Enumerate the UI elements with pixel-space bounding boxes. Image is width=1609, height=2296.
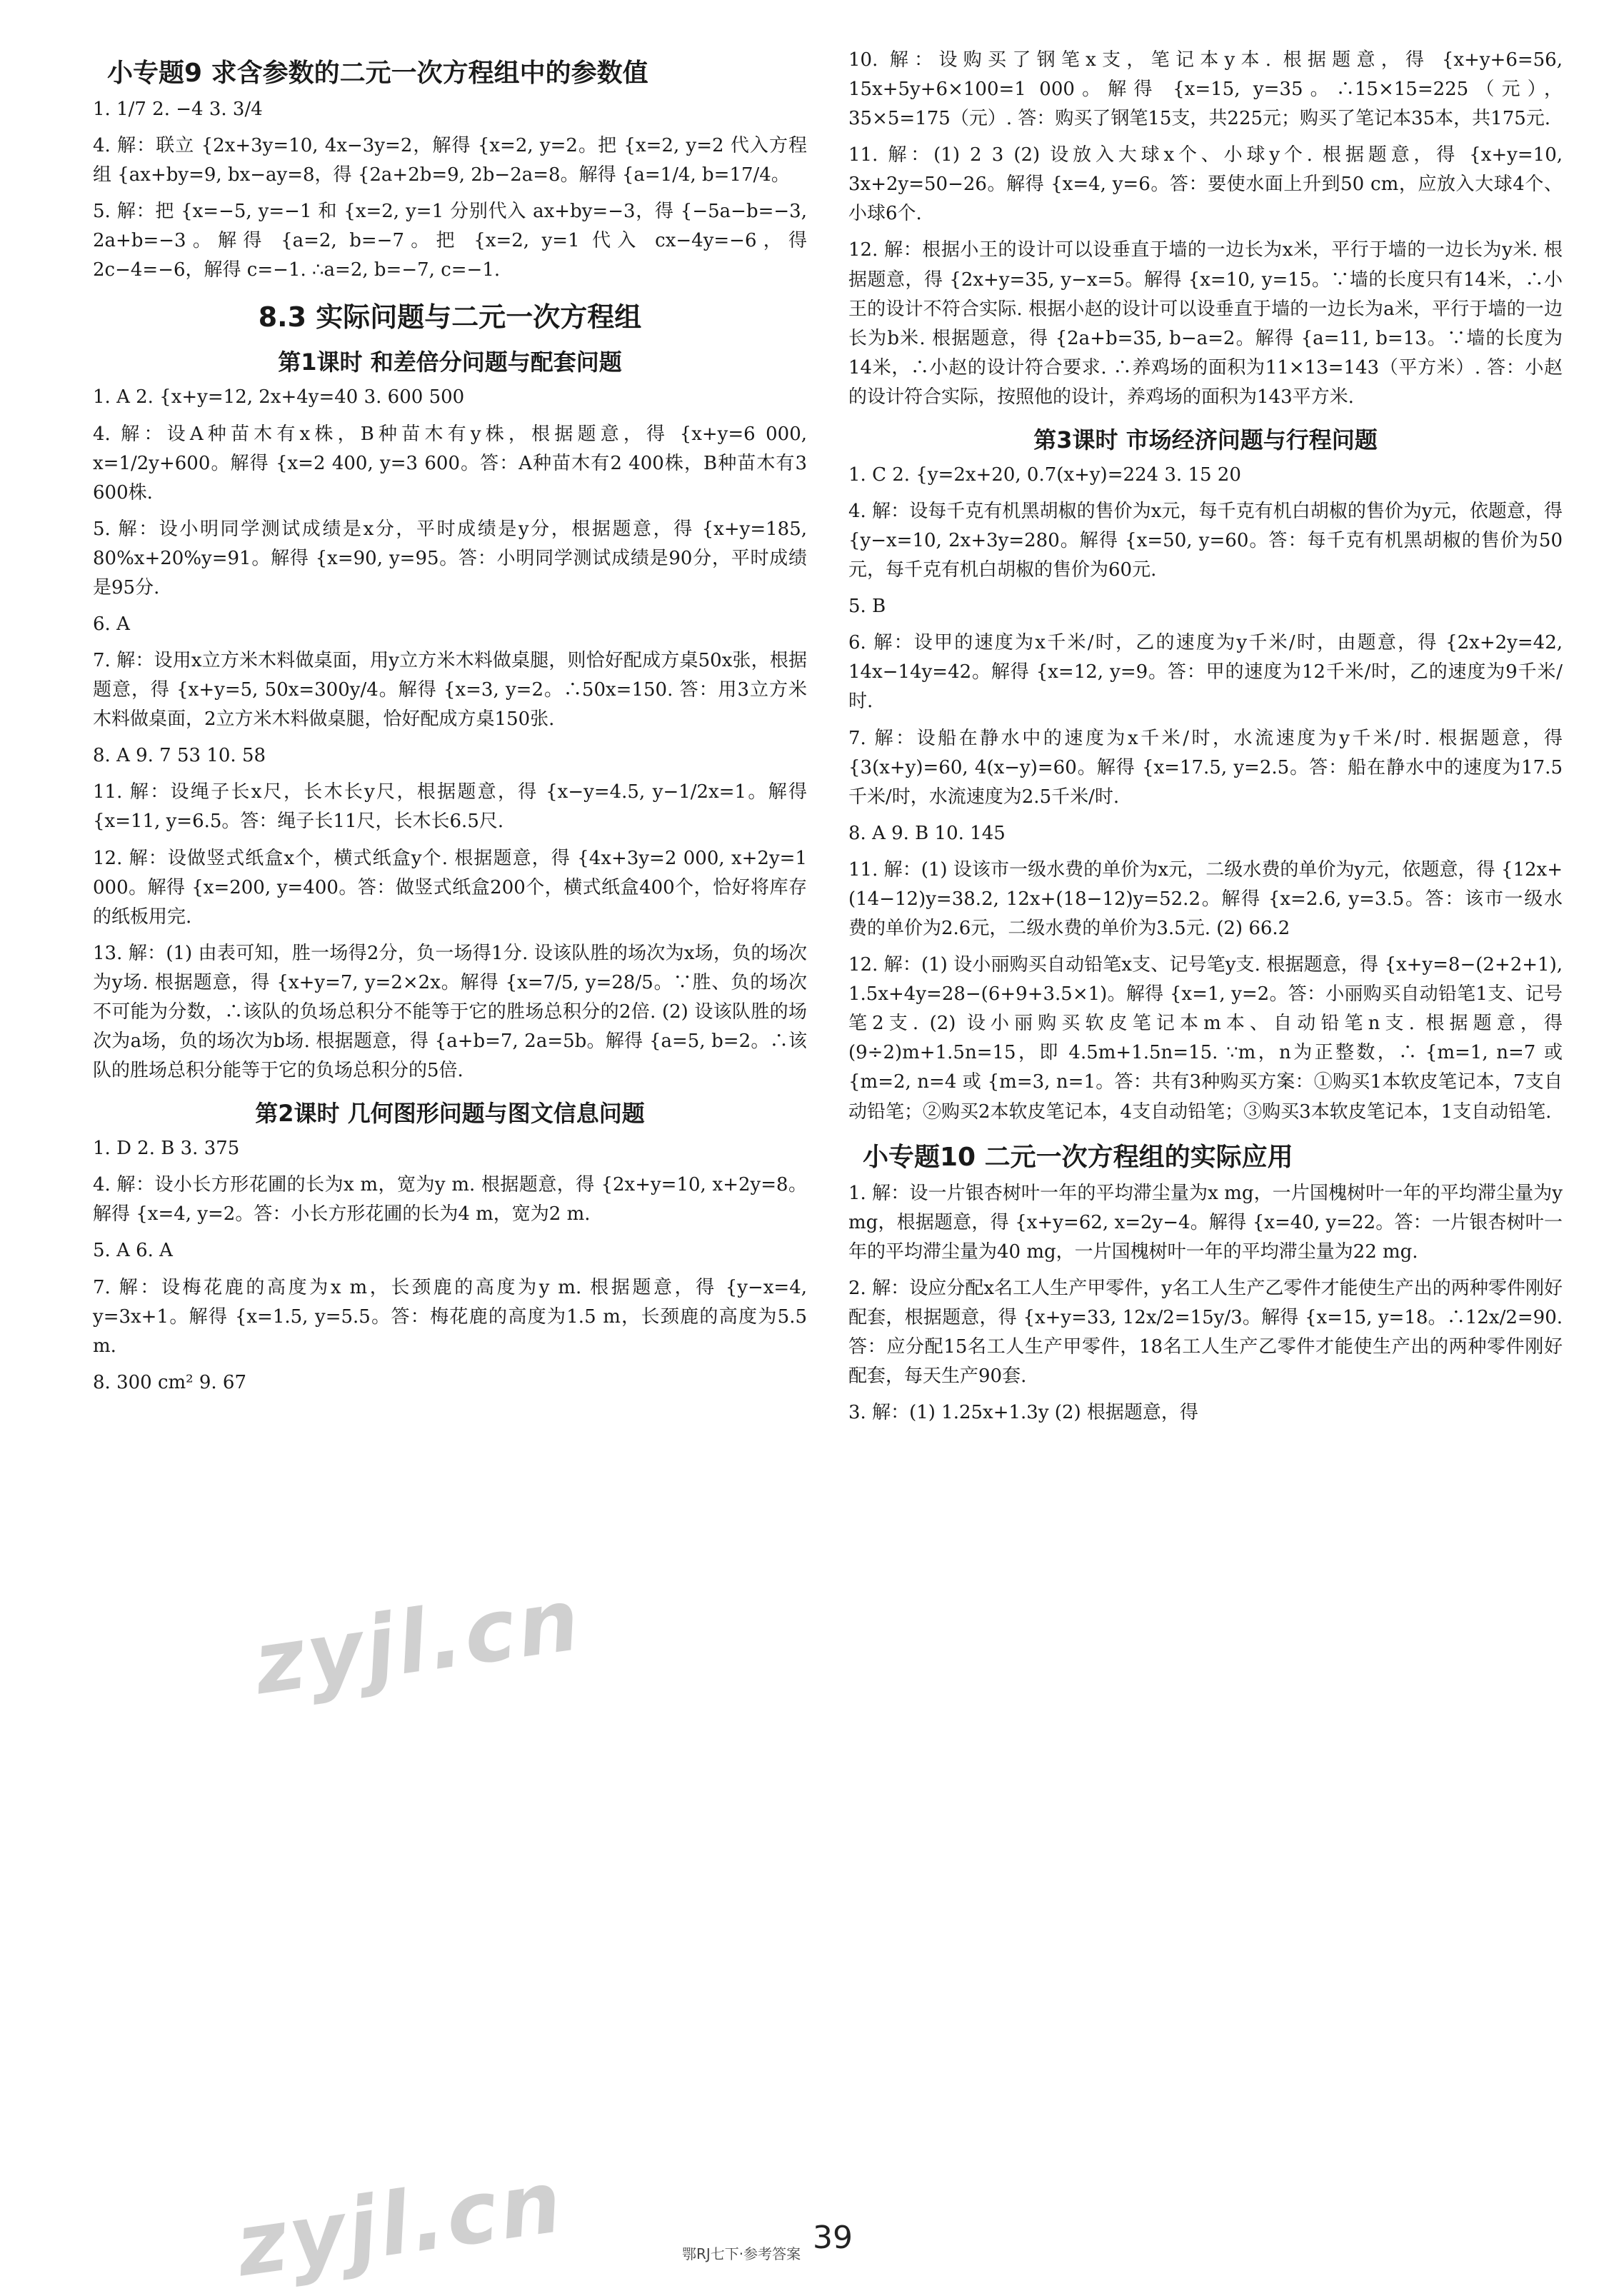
answer-item: 7. 解：设船在静水中的速度为x千米/时，水流速度为y千米/时. 根据题意，得 {3(x+y)=60, 4(x−y)=60。解得 {x=17.5, y=2.5。答：船在静水中的速度为17.5千米/时，水流速度为2.5千米/时. [848, 727, 1563, 808]
lesson-heading: 第2课时 几何图形问题与图文信息问题 [255, 1100, 645, 1128]
answer-item: 8. A 9. 7 53 10. 58 [93, 745, 266, 767]
answer-item: 1. 解：设一片银杏树叶一年的平均滞尘量为x mg，一片国槐树叶一年的平均滞尘量为y mg，根据题意，得 {x+y=62, x=2y−4。解得 {x=40, y=22。答：一片银杏树叶一年的平均滞尘量为40 mg，一片国槐树叶一年的平均滞尘量为22 mg. [848, 1182, 1563, 1263]
lesson-heading: 第3课时 市场经济问题与行程问题 [1033, 426, 1378, 453]
answer-item: 5. 解：设小明同学测试成绩是x分，平时成绩是y分，根据题意，得 {x+y=185, 80%x+20%y=91。解得 {x=90, y=95。答：小明同学测试成绩是90分，平时成绩是95分. [93, 518, 807, 598]
answer-item: 7. 解：设用x立方米木料做桌面，用y立方米木料做桌腿，则恰好配成方桌50x张，根据题意，得 {x+y=5, 50x=300y/4。解得 {x=3, y=2。∴50x=150. 答：用3立方米木料做桌面，2立方米木料做桌腿，恰好配成方桌150张. [93, 650, 807, 731]
watermark: zyjl.cn [230, 2152, 570, 2296]
answer-item: 11. 解：(1) 设该市一级水费的单价为x元，二级水费的单价为y元，依题意，得 {12x+(14−12)y=38.2, 12x+(18−12)y=52.2。解得 {x=2.6, y=3.5。答：该市一级水费的单价为2.6元，二级水费的单价为3.5元. (2) 66.2 [848, 858, 1563, 940]
answer-item: 12. 解：设做竖式纸盒x个，横式纸盒y个. 根据题意，得 {4x+3y=2 000, x+2y=1 000。解得 {x=200, y=400。答：做竖式纸盒200个，横式纸盒400个，恰好将库存的纸板用完. [93, 847, 807, 928]
answer-item: 1. D 2. B 3. 375 [93, 1138, 240, 1160]
answer-item: 1. 1/7 2. −4 3. 3/4 [93, 99, 263, 120]
answer-item: 4. 解：设A种苗木有x株，B种苗木有y株，根据题意，得 {x+y=6 000, x=1/2y+600。解得 {x=2 400, y=3 600。答：A种苗木有2 400株，B种苗木有3 600株. [93, 423, 807, 503]
answer-item: 13. 解：(1) 由表可知，胜一场得2分，负一场得1分. 设该队胜的场次为x场，负的场次为y场. 根据题意，得 {x+y=7, y=2×2x。解得 {x=7/5, y=28/5。∵胜、负的场次不可能为分数，∴该队的负场总积分不能等于它的胜场总积分的2倍. (2) 设该队胜的场次为a场，负的场次为b场. 根据题意，得 {a+b=7, 2a=5b。解得 {a=5, b=2。∴该队的胜场总积分能等于它的负场总积分的5倍. [93, 942, 807, 1082]
lesson-heading: 第1课时 和差倍分问题与配套问题 [278, 349, 622, 376]
special-topic-heading: 小专题10 二元一次方程组的实际应用 [863, 1142, 1293, 1172]
answer-item: 6. 解：设甲的速度为x千米/时，乙的速度为y千米/时，由题意，得 {2x+2y=42, 14x−14y=42。解得 {x=12, y=9。答：甲的速度为12千米/时，乙的速度为9千米/时. [848, 632, 1563, 713]
answer-item: 11. 解：(1) 2 3 (2) 设放入大球x个、小球y个. 根据题意，得 {x+y=10, 3x+2y=50−26。解得 {x=4, y=6。答：要使水面上升到50 cm，应放入大球4个、小球6个. [848, 144, 1563, 225]
answer-item: 2. 解：设应分配x名工人生产甲零件，y名工人生产乙零件才能使生产出的两种零件刚好配套，根据题意，得 {x+y=33, 12x/2=15y/3。解得 {x=15, y=18。∴12x/2=90. 答：应分配15名工人生产甲零件，18名工人生产乙零件才能使生产出的两种零件刚好配套，每天生产90套. [848, 1277, 1563, 1388]
answer-item: 8. A 9. B 10. 145 [848, 822, 1006, 844]
answer-item: 8. 300 cm² 9. 67 [93, 1371, 247, 1393]
answer-item: 4. 解：联立 {2x+3y=10, 4x−3y=2，解得 {x=2, y=2。把 {x=2, y=2 代入方程组 {ax+by=9, bx−ay=8，得 {2a+2b=9, 2b−2a=8。解得 {a=1/4, b=17/4。 [93, 135, 807, 186]
answer-item: 6. A [93, 613, 130, 636]
answer-item: 5. B [848, 596, 886, 618]
answer-item: 5. 解：把 {x=−5, y=−1 和 {x=2, y=1 分别代入 ax+by=−3，得 {−5a−b=−3, 2a+b=−3。解得 {a=2, b=−7。把 {x=2, y=1 代入 cx−4y=−6，得 2c−4=−6，解得 c=−1. ∴a=2, b=−7, c=−1. [93, 201, 807, 281]
answer-item: 11. 解：设绳子长x尺，长木长y尺，根据题意，得 {x−y=4.5, y−1/2x=1。解得 {x=11, y=6.5。答：绳子长11尺，长木长6.5尺. [93, 781, 807, 833]
page-footer: 鄂RJ七下·参考答案 [682, 2245, 801, 2262]
page-number: 39 [813, 2220, 853, 2256]
left-column [93, 43, 807, 1405]
answer-item: 12. 解：根据小王的设计可以设垂直于墙的一边长为x米，平行于墙的一边长为y米. 根据题意，得 {2x+y=35, y−x=5。解得 {x=10, y=15。∵墙的长度只有14米，∴小王的设计不符合实际. 根据小赵的设计可以设垂直于墙的一边长为a米，平行于墙的一边长为b米. 根据题意，得 {2a+b=35, b−a=2。解得 {a=11, b=13。∵墙的长度为14米，∴小赵的设计符合要求. ∴养鸡场的面积为11×13=143（平方米）. 答：小赵的设计符合实际，按照他的设计，养鸡场的面积为143平方米. [848, 239, 1563, 408]
answer-item: 12. 解：(1) 设小丽购买自动铅笔x支、记号笔y支. 根据题意，得 {x+y=8−(2+2+1), 1.5x+4y=28−(6+9+3.5×1)。解得 {x=1, y=2。答：小丽购买自动铅笔1支、记号笔2支. (2) 设小丽购买软皮笔记本m本、自动铅笔n支. 根据题意，得 (9÷2)m+1.5n=15，即 4.5m+1.5n=15. ∵m，n为正整数，∴ {m=1, n=7 或 {m=2, n=4 或 {m=3, n=1。答：共有3种购买方案：①购买1本软皮笔记本，7支自动铅笔；②购买2本软皮笔记本，4支自动铅笔；③购买3本软皮笔记本，1支自动铅笔. [848, 954, 1563, 1123]
section-heading: 8.3 实际问题与二元一次方程组 [258, 301, 642, 334]
answer-item: 5. A 6. A [93, 1240, 173, 1262]
answer-item: 10. 解：设购买了钢笔x支，笔记本y本. 根据题意，得 {x+y+6=56, 15x+5y+6×100=1 000。解得 {x=15, y=35。∴15×15=225（元），35×5=175（元）. 答：购买了钢笔15支，共225元；购买了笔记本35本，共175元. [848, 49, 1563, 130]
special-topic-heading: 小专题9 求含参数的二元一次方程组中的参数值 [107, 59, 648, 88]
answer-item: 4. 解：设每千克有机黑胡椒的售价为x元，每千克有机白胡椒的售价为y元，依题意，得 {y−x=10, 2x+3y=280。解得 {x=50, y=60。答：每千克有机黑胡椒的售价为50元，每千克有机白胡椒的售价为60元. [848, 501, 1563, 581]
watermark: zyjl.cn [248, 1570, 588, 1715]
answer-item: 1. A 2. {x+y=12, 2x+4y=40 3. 600 500 [93, 386, 465, 408]
answer-item: 4. 解：设小长方形花圃的长为x m，宽为y m. 根据题意，得 {2x+y=10, x+2y=8。解得 {x=4, y=2。答：小长方形花圃的长为4 m，宽为2 m. [93, 1174, 807, 1225]
right-column [848, 43, 1563, 1435]
answer-item: 3. 解：(1) 1.25x+1.3y (2) 根据题意，得 [848, 1402, 1198, 1424]
answer-item: 1. C 2. {y=2x+20, 0.7(x+y)=224 3. 15 20 [848, 463, 1241, 486]
answer-item: 7. 解：设梅花鹿的高度为x m，长颈鹿的高度为y m. 根据题意，得 {y−x=4, y=3x+1。解得 {x=1.5, y=5.5。答：梅花鹿的高度为1.5 m，长颈鹿的高度为5.5 m. [93, 1276, 807, 1357]
